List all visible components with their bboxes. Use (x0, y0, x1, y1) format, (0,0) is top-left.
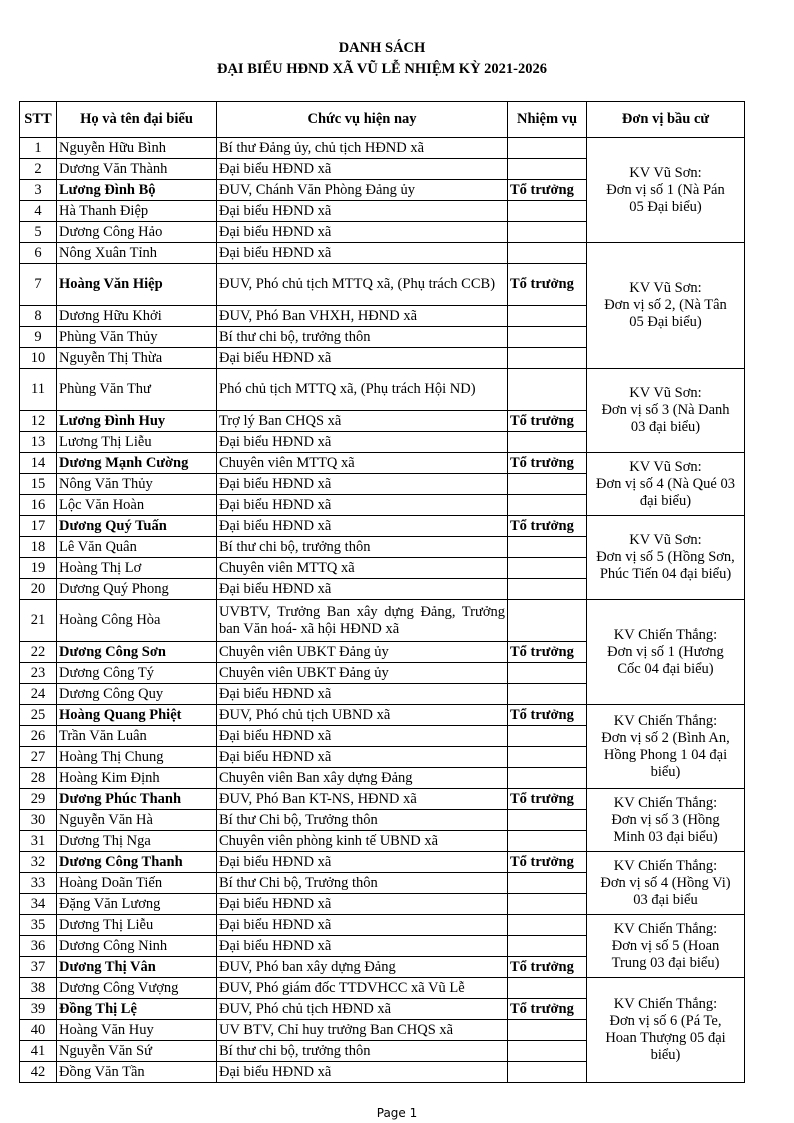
electoral-unit-line: Đơn vị số 3 (Hồng (611, 811, 720, 828)
cell-task (508, 327, 587, 348)
cell-stt: 31 (20, 831, 57, 852)
cell-task: Tổ trưởng (508, 642, 587, 663)
table-row (20, 516, 745, 537)
cell-position: Đại biểu HĐND xã (217, 222, 508, 243)
electoral-unit-line: Đơn vị số 1 (Nà Pán (606, 181, 725, 198)
table-row (20, 600, 745, 642)
electoral-unit-line: Đơn vị số 2 (Bình An, (601, 729, 730, 746)
cell-task: Tổ trưởng (508, 516, 587, 537)
cell-stt: 1 (20, 138, 57, 159)
table-row (20, 453, 745, 474)
cell-task (508, 915, 587, 936)
cell-position: ĐUV, Chánh Văn Phòng Đảng ủy (217, 180, 508, 201)
table-header-row (20, 102, 745, 138)
cell-stt: 14 (20, 453, 57, 474)
page-number: Page 1 (376, 1106, 418, 1120)
cell-stt: 23 (20, 663, 57, 684)
cell-electoral-unit (587, 369, 745, 453)
cell-position: Chuyên viên MTTQ xã (217, 558, 508, 579)
electoral-unit-line: KV Vũ Sơn: (629, 280, 702, 296)
cell-name: Hoàng Văn Huy (57, 1020, 217, 1041)
cell-stt: 5 (20, 222, 57, 243)
cell-stt: 11 (20, 369, 57, 411)
cell-position: Bí thư chi bộ, trưởng thôn (217, 1041, 508, 1062)
cell-stt: 42 (20, 1062, 57, 1083)
electoral-unit-line: KV Chiến Thắng: (613, 794, 718, 811)
electoral-unit-line: KV Chiến Thắng: (613, 857, 718, 874)
cell-task (508, 243, 587, 264)
cell-position: Đại biểu HĐND xã (217, 201, 508, 222)
cell-stt: 38 (20, 978, 57, 999)
cell-name: Dương Công Ninh (57, 936, 217, 957)
cell-task (508, 222, 587, 243)
cell-task (508, 747, 587, 768)
cell-task: Tổ trưởng (508, 180, 587, 201)
cell-task (508, 432, 587, 453)
cell-stt: 26 (20, 726, 57, 747)
cell-stt: 18 (20, 537, 57, 558)
cell-task (508, 684, 587, 705)
cell-position: Đại biểu HĐND xã (217, 579, 508, 600)
cell-stt: 39 (20, 999, 57, 1020)
cell-stt: 9 (20, 327, 57, 348)
cell-task (508, 138, 587, 159)
cell-electoral-unit (587, 138, 745, 243)
cell-name: Hoàng Thị Lơ (57, 558, 217, 579)
cell-position: Đại biểu HĐND xã (217, 348, 508, 369)
cell-position: Đại biểu HĐND xã (217, 747, 508, 768)
electoral-unit-line: Hoan Thượng 05 đại (605, 1030, 726, 1046)
cell-position: ĐUV, Phó Ban VHXH, HĐND xã (217, 306, 508, 327)
cell-name: Dương Quý Phong (57, 579, 217, 600)
electoral-unit-line: biểu) (650, 1047, 681, 1063)
cell-position: ĐUV, Phó chủ tịch MTTQ xã, (Phụ trách CCB) (217, 264, 508, 306)
table-row (20, 138, 745, 159)
cell-stt: 4 (20, 201, 57, 222)
cell-task (508, 1041, 587, 1062)
electoral-unit-line: Cốc 04 đại biểu) (617, 660, 714, 677)
cell-position: UVBTV, Trưởng Ban xây dựng Đảng, Trưởng ban Văn hoá- xã hội HĐND xã (217, 600, 508, 642)
cell-position: UV BTV, Chỉ huy trưởng Ban CHQS xã (217, 1020, 508, 1041)
header-task: Nhiệm vụ (508, 102, 587, 138)
cell-position: Đại biểu HĐND xã (217, 726, 508, 747)
cell-position: ĐUV, Phó giám đốc TTDVHCC xã Vũ Lễ (217, 978, 508, 999)
cell-position: Bí thư Chi bộ, Trưởng thôn (217, 873, 508, 894)
cell-electoral-unit (587, 516, 745, 600)
electoral-unit-line: KV Chiến Thắng: (613, 996, 718, 1012)
table-row (20, 243, 745, 264)
cell-name: Hoàng Thị Chung (57, 747, 217, 768)
cell-task (508, 978, 587, 999)
cell-task (508, 663, 587, 684)
cell-stt: 21 (20, 600, 57, 642)
cell-name: Nguyễn Thị Thừa (57, 348, 217, 369)
cell-name: Nông Xuân Tỉnh (57, 243, 217, 264)
cell-name: Lương Đình Huy (57, 411, 217, 432)
electoral-unit-line: Đơn vị số 1 (Hương (607, 643, 724, 660)
cell-stt: 17 (20, 516, 57, 537)
electoral-unit-line: Đơn vị số 5 (Hoan (611, 937, 720, 954)
cell-electoral-unit (587, 915, 745, 978)
cell-task (508, 1020, 587, 1041)
cell-position: Bí thư Đảng ủy, chủ tịch HĐND xã (217, 138, 508, 159)
cell-position: Chuyên viên UBKT Đảng ủy (217, 663, 508, 684)
electoral-unit-line: Đơn vị số 4 (Hồng Vi) (600, 874, 731, 891)
cell-position: Đại biểu HĐND xã (217, 852, 508, 873)
cell-name: Dương Công Hảo (57, 222, 217, 243)
cell-name: Dương Thị Vân (57, 957, 217, 978)
electoral-unit-line: Đơn vị số 3 (Nà Danh (601, 402, 730, 418)
table-body (20, 138, 745, 1083)
cell-name: Trần Văn Luân (57, 726, 217, 747)
cell-position: Đại biểu HĐND xã (217, 894, 508, 915)
cell-stt: 20 (20, 579, 57, 600)
electoral-unit-line: 05 Đại biểu) (629, 198, 702, 215)
cell-position: Đại biểu HĐND xã (217, 159, 508, 180)
cell-name: Phùng Văn Thư (57, 369, 217, 411)
cell-task (508, 873, 587, 894)
table-row (20, 852, 745, 873)
electoral-unit-line: 03 đại biểu (633, 891, 698, 908)
header-name: Họ và tên đại biểu (57, 102, 217, 138)
cell-task: Tổ trưởng (508, 999, 587, 1020)
cell-position: Bí thư chi bộ, trưởng thôn (217, 537, 508, 558)
document-subtitle: ĐẠI BIỂU HĐND XÃ VŨ LỄ NHIỆM KỲ 2021-2026 (216, 61, 548, 77)
cell-name: Hoàng Công Hòa (57, 600, 217, 642)
cell-position: Chuyên viên UBKT Đảng ủy (217, 642, 508, 663)
cell-stt: 36 (20, 936, 57, 957)
cell-position: Chuyên viên Ban xây dựng Đảng (217, 768, 508, 789)
electoral-unit-line: Hồng Phong 1 04 đại (603, 746, 728, 763)
electoral-unit-line: KV Vũ Sơn: (629, 164, 702, 181)
cell-task (508, 558, 587, 579)
header-unit: Đơn vị bầu cử (587, 102, 745, 138)
cell-stt: 35 (20, 915, 57, 936)
cell-task (508, 894, 587, 915)
cell-name: Dương Quý Tuấn (57, 516, 217, 537)
electoral-unit-line: Đơn vị số 5 (Hồng Sơn, (596, 549, 735, 565)
cell-task (508, 201, 587, 222)
electoral-unit-line: đại biểu) (639, 492, 692, 509)
cell-position: Đại biểu HĐND xã (217, 495, 508, 516)
cell-task (508, 831, 587, 852)
cell-position: Đại biểu HĐND xã (217, 474, 508, 495)
cell-name: Dương Văn Thành (57, 159, 217, 180)
table-row (20, 978, 745, 999)
cell-stt: 34 (20, 894, 57, 915)
cell-task: Tổ trưởng (508, 453, 587, 474)
cell-position: Đại biểu HĐND xã (217, 1062, 508, 1083)
cell-stt: 12 (20, 411, 57, 432)
cell-name: Đồng Văn Tần (57, 1062, 217, 1083)
cell-task (508, 1062, 587, 1083)
cell-name: Lộc Văn Hoàn (57, 495, 217, 516)
cell-task: Tổ trưởng (508, 852, 587, 873)
cell-name: Dương Phúc Thanh (57, 789, 217, 810)
cell-stt: 13 (20, 432, 57, 453)
delegates-table (19, 101, 745, 1083)
cell-electoral-unit (587, 600, 745, 705)
cell-name: Nguyễn Văn Hà (57, 810, 217, 831)
electoral-unit-line: KV Chiến Thắng: (613, 920, 718, 937)
cell-name: Hoàng Văn Hiệp (57, 264, 217, 306)
cell-position: ĐUV, Phó ban xây dựng Đảng (217, 957, 508, 978)
cell-task: Tổ trưởng (508, 705, 587, 726)
cell-stt: 28 (20, 768, 57, 789)
cell-position: Trợ lý Ban CHQS xã (217, 411, 508, 432)
electoral-unit-line: Đơn vị số 4 (Nà Qué 03 (596, 475, 735, 492)
cell-stt: 8 (20, 306, 57, 327)
cell-position: Đại biểu HĐND xã (217, 915, 508, 936)
cell-position: Đại biểu HĐND xã (217, 516, 508, 537)
cell-stt: 33 (20, 873, 57, 894)
cell-name: Dương Mạnh Cường (57, 453, 217, 474)
cell-position: Bí thư Chi bộ, Trưởng thôn (217, 810, 508, 831)
cell-electoral-unit (587, 852, 745, 915)
cell-name: Đồng Thị Lệ (57, 999, 217, 1020)
cell-electoral-unit (587, 978, 745, 1083)
cell-position: ĐUV, Phó chủ tịch UBND xã (217, 705, 508, 726)
cell-position: Đại biểu HĐND xã (217, 243, 508, 264)
cell-stt: 16 (20, 495, 57, 516)
cell-position: Bí thư chi bộ, trưởng thôn (217, 327, 508, 348)
cell-task (508, 537, 587, 558)
cell-name: Lương Đình Bộ (57, 180, 217, 201)
cell-name: Hoàng Kim Định (57, 768, 217, 789)
cell-position: Phó chủ tịch MTTQ xã, (Phụ trách Hội ND) (217, 369, 508, 411)
cell-electoral-unit (587, 453, 745, 516)
header-position: Chức vụ hiện nay (217, 102, 508, 138)
cell-task (508, 159, 587, 180)
cell-position: ĐUV, Phó chủ tịch HĐND xã (217, 999, 508, 1020)
cell-stt: 15 (20, 474, 57, 495)
cell-name: Dương Công Vượng (57, 978, 217, 999)
cell-stt: 29 (20, 789, 57, 810)
cell-name: Đặng Văn Lương (57, 894, 217, 915)
cell-stt: 25 (20, 705, 57, 726)
cell-task: Tổ trưởng (508, 789, 587, 810)
header-stt: STT (20, 102, 57, 138)
cell-stt: 41 (20, 1041, 57, 1062)
cell-name: Nguyễn Văn Sứ (57, 1041, 217, 1062)
cell-stt: 32 (20, 852, 57, 873)
cell-name: Dương Hữu Khởi (57, 306, 217, 327)
cell-task (508, 474, 587, 495)
cell-position: Chuyên viên phòng kinh tế UBND xã (217, 831, 508, 852)
document-title: DANH SÁCH (338, 40, 426, 56)
cell-task (508, 369, 587, 411)
electoral-unit-line: KV Vũ Sơn: (629, 385, 702, 401)
cell-task: Tổ trưởng (508, 411, 587, 432)
cell-name: Phùng Văn Thủy (57, 327, 217, 348)
cell-position: Đại biểu HĐND xã (217, 936, 508, 957)
cell-stt: 19 (20, 558, 57, 579)
cell-stt: 40 (20, 1020, 57, 1041)
table-row (20, 705, 745, 726)
cell-electoral-unit (587, 789, 745, 852)
cell-name: Nguyễn Hữu Bình (57, 138, 217, 159)
cell-electoral-unit (587, 243, 745, 369)
cell-name: Lê Văn Quân (57, 537, 217, 558)
electoral-unit-line: Minh 03 đại biểu) (613, 828, 718, 845)
cell-task (508, 306, 587, 327)
cell-stt: 2 (20, 159, 57, 180)
table-row (20, 789, 745, 810)
cell-task (508, 768, 587, 789)
electoral-unit-line: Phúc Tiến 04 đại biểu) (599, 566, 732, 582)
cell-name: Lương Thị Liễu (57, 432, 217, 453)
cell-task (508, 495, 587, 516)
electoral-unit-line: Đơn vị số 6 (Pá Te, (609, 1013, 722, 1029)
cell-stt: 3 (20, 180, 57, 201)
electoral-unit-line: KV Chiến Thắng: (613, 626, 718, 643)
cell-name: Hoàng Quang Phiệt (57, 705, 217, 726)
cell-task (508, 936, 587, 957)
cell-position: Đại biểu HĐND xã (217, 432, 508, 453)
cell-name: Hà Thanh Điệp (57, 201, 217, 222)
cell-task (508, 348, 587, 369)
electoral-unit-line: 05 Đại biểu) (629, 314, 702, 330)
cell-stt: 30 (20, 810, 57, 831)
table-row (20, 915, 745, 936)
cell-stt: 22 (20, 642, 57, 663)
cell-name: Dương Thị Nga (57, 831, 217, 852)
cell-position: Chuyên viên MTTQ xã (217, 453, 508, 474)
table-row (20, 369, 745, 411)
cell-name: Dương Thị Liễu (57, 915, 217, 936)
cell-task (508, 810, 587, 831)
cell-task (508, 726, 587, 747)
cell-task (508, 579, 587, 600)
cell-name: Nông Văn Thủy (57, 474, 217, 495)
cell-stt: 6 (20, 243, 57, 264)
cell-stt: 10 (20, 348, 57, 369)
cell-stt: 37 (20, 957, 57, 978)
cell-stt: 27 (20, 747, 57, 768)
cell-task: Tổ trưởng (508, 264, 587, 306)
cell-stt: 7 (20, 264, 57, 306)
cell-position: ĐUV, Phó Ban KT-NS, HĐND xã (217, 789, 508, 810)
electoral-unit-line: Trung 03 đại biểu) (611, 954, 720, 971)
cell-position: Đại biểu HĐND xã (217, 684, 508, 705)
cell-name: Dương Công Sơn (57, 642, 217, 663)
electoral-unit-line: biểu) (650, 763, 681, 780)
cell-task: Tổ trưởng (508, 957, 587, 978)
electoral-unit-line: KV Vũ Sơn: (629, 532, 702, 548)
electoral-unit-line: KV Chiến Thắng: (613, 712, 718, 729)
electoral-unit-line: 03 đại biểu) (630, 419, 701, 435)
electoral-unit-line: Đơn vị số 2, (Nà Tân (604, 297, 727, 313)
cell-name: Dương Công Quy (57, 684, 217, 705)
cell-task (508, 600, 587, 642)
cell-name: Hoàng Doãn Tiến (57, 873, 217, 894)
electoral-unit-line: KV Vũ Sơn: (629, 458, 702, 475)
cell-stt: 24 (20, 684, 57, 705)
cell-electoral-unit (587, 705, 745, 789)
cell-name: Dương Công Tý (57, 663, 217, 684)
cell-name: Dương Công Thanh (57, 852, 217, 873)
